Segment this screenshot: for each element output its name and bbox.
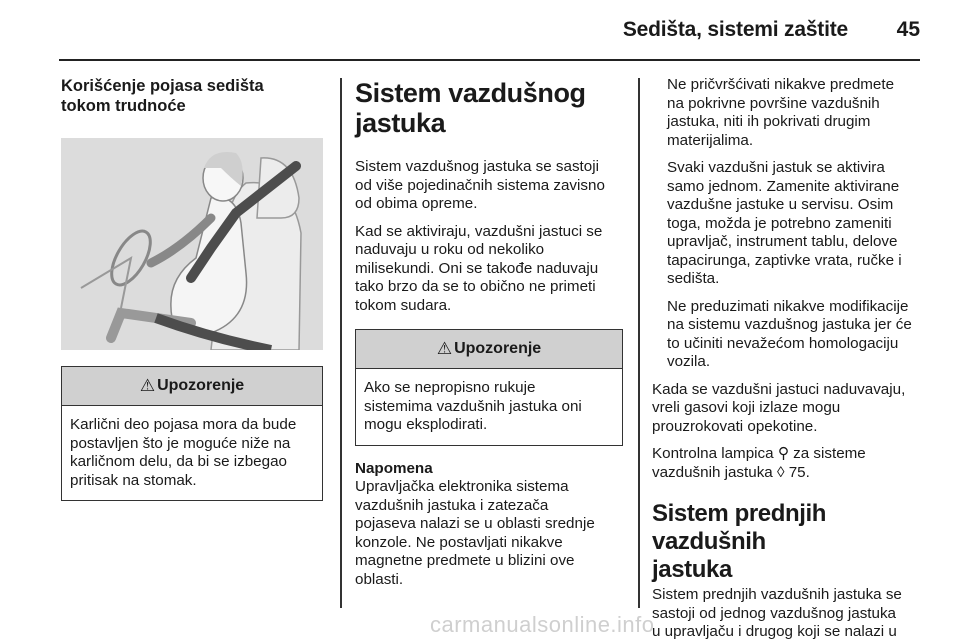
heading-line: Sistem vazdušnog xyxy=(355,78,586,108)
text-line: Sistem prednjih vazdušnih jastuka se xyxy=(652,586,902,603)
warning-triangle-icon: ⚠ xyxy=(436,339,453,358)
text-line: Ne preduzimati nikakve modifikacije xyxy=(667,297,909,315)
text-line: Kad se aktiviraju, vazdušni jastuci se xyxy=(355,222,603,240)
warning-line: postavljen što je moguće niže na xyxy=(70,434,291,452)
warning-continuation-3 xyxy=(652,298,922,372)
text-line: Kada se vazdušni jastuci naduvavaju, xyxy=(652,380,906,398)
text-line: u upravljaču i drugog koji se nalazi u xyxy=(652,623,897,640)
warning-line: karličnom delu, da bi se izbegao xyxy=(70,453,287,470)
paragraph-airbag-activation xyxy=(355,223,623,316)
text-line: tapacirunga, zaptivke vrata, ručke i xyxy=(667,251,902,269)
page-reference-icon: ◊ xyxy=(776,463,785,481)
paragraph-hot-gases xyxy=(652,381,922,437)
text-line: jastuka, niti ih pokrivati drugim xyxy=(667,113,871,130)
text-line: toga, možda je potrebno zameniti xyxy=(667,214,892,232)
text-line: tokom sudara. xyxy=(355,296,452,314)
header-rule xyxy=(59,59,920,61)
warning-line: sistemima vazdušnih jastuka oni xyxy=(364,397,582,415)
pregnant-woman-seatbelt-illustration xyxy=(61,138,323,350)
warning-title: Upozorenje xyxy=(454,340,542,357)
column-divider-right xyxy=(638,78,640,608)
page-header-title: Sedišta, sistemi zaštite xyxy=(622,18,848,41)
text-line: Svaki vazdušni jastuk se aktivira xyxy=(667,159,885,176)
text-line: prouzrokovati opekotine. xyxy=(652,417,818,435)
text-line: od više pojedinačnih sistema zavisno xyxy=(355,176,605,194)
warning-header xyxy=(62,367,322,406)
warning-line: Ako se nepropisno rukuje xyxy=(364,379,536,396)
airbag-indicator-icon: ⚲ xyxy=(777,445,789,462)
paragraph-airbag-intro xyxy=(355,158,623,214)
text-line: pojaseva nalazi se u oblasti srednje xyxy=(355,515,595,532)
warning-title: Upozorenje xyxy=(157,377,245,394)
text-line: upravljač, instrument tablu, delove xyxy=(667,233,898,250)
watermark: carmanualsonline.info xyxy=(430,612,655,637)
warning-box-pregnancy xyxy=(61,366,323,501)
text-line: konzole. Ne postavljati nikakve xyxy=(355,533,563,551)
left-column xyxy=(61,76,323,501)
text-line: sastoji od jednog vazdušnog jastuka xyxy=(652,604,897,622)
warning-continuation-2 xyxy=(652,159,922,289)
indicator-lamp-text-end: za sisteme xyxy=(793,445,866,462)
illustration-svg xyxy=(61,138,323,350)
warning-line: pritisak na stomak. xyxy=(70,471,197,489)
column-divider-left xyxy=(340,78,342,608)
note-block xyxy=(355,460,623,590)
warning-box-airbag xyxy=(355,329,623,446)
section-heading-airbag-system xyxy=(355,78,623,138)
section-heading-front-airbag xyxy=(652,500,922,584)
text-line: na sistemu vazdušnog jastuka jer će xyxy=(667,316,912,333)
heading-line: jastuka xyxy=(355,108,446,138)
indicator-lamp-text-2: vazdušnih jastuka xyxy=(652,463,773,481)
warning-continuation-1 xyxy=(652,76,922,150)
text-line xyxy=(652,445,922,464)
heading-line: Sistem prednjih vazdušnih xyxy=(652,500,827,555)
text-line: Upravljačka elektronika sistema xyxy=(355,478,569,495)
warning-line: mogu eksplodirati. xyxy=(364,416,488,433)
middle-column xyxy=(355,78,623,589)
warning-body xyxy=(62,406,322,500)
heading-line: jastuka xyxy=(652,556,732,583)
text-line: sedišta. xyxy=(667,270,720,287)
text-line: vazdušnih jastuka i zatezača xyxy=(355,496,549,514)
text-line: Ne pričvršćivati nikakve predmete xyxy=(667,76,895,93)
warning-triangle-icon: ⚠ xyxy=(139,376,156,395)
text-line: samo jednom. Zamenite aktivirane xyxy=(667,177,900,195)
page-reference-link[interactable]: 75. xyxy=(788,463,810,481)
text-line: vozila. xyxy=(667,353,711,370)
heading-line: tokom trudnoće xyxy=(61,97,186,115)
section-heading-pregnancy xyxy=(61,76,323,116)
heading-line: Korišćenje pojasa sedišta xyxy=(61,77,264,95)
note-title: Napomena xyxy=(355,459,433,477)
text-line: magnetne predmete u blizini ove xyxy=(355,552,575,569)
text-line: tako brzo da se to obično ne primeti xyxy=(355,278,596,295)
paragraph-front-airbag xyxy=(652,586,922,642)
indicator-lamp-text: Kontrolna lampica xyxy=(652,445,774,462)
text-line xyxy=(652,464,922,483)
text-line: vreli gasovi koji izlaze mogu xyxy=(652,399,841,416)
warning-header xyxy=(356,330,622,369)
text-line: naduvaju u roku od nekoliko xyxy=(355,241,545,258)
warning-body xyxy=(356,369,622,445)
text-line: na pokrivne površine vazdušnih xyxy=(667,94,880,112)
text-line: materijalima. xyxy=(667,131,754,149)
warning-line: Karlični deo pojasa mora da bude xyxy=(70,416,297,433)
paragraph-indicator-lamp xyxy=(652,445,922,482)
right-column xyxy=(652,76,922,642)
text-line: Sistem vazdušnog jastuka se sastoji xyxy=(355,158,599,175)
text-line: milisekundi. Oni se takođe naduvaju xyxy=(355,259,599,277)
page-number: 45 xyxy=(896,18,920,41)
text-line: to učiniti nevažećom homologaciju xyxy=(667,334,899,352)
text-line: od obima opreme. xyxy=(355,195,478,212)
text-line: oblasti. xyxy=(355,570,404,588)
text-line: vazdušne jastuke u servisu. Osim xyxy=(667,196,894,213)
